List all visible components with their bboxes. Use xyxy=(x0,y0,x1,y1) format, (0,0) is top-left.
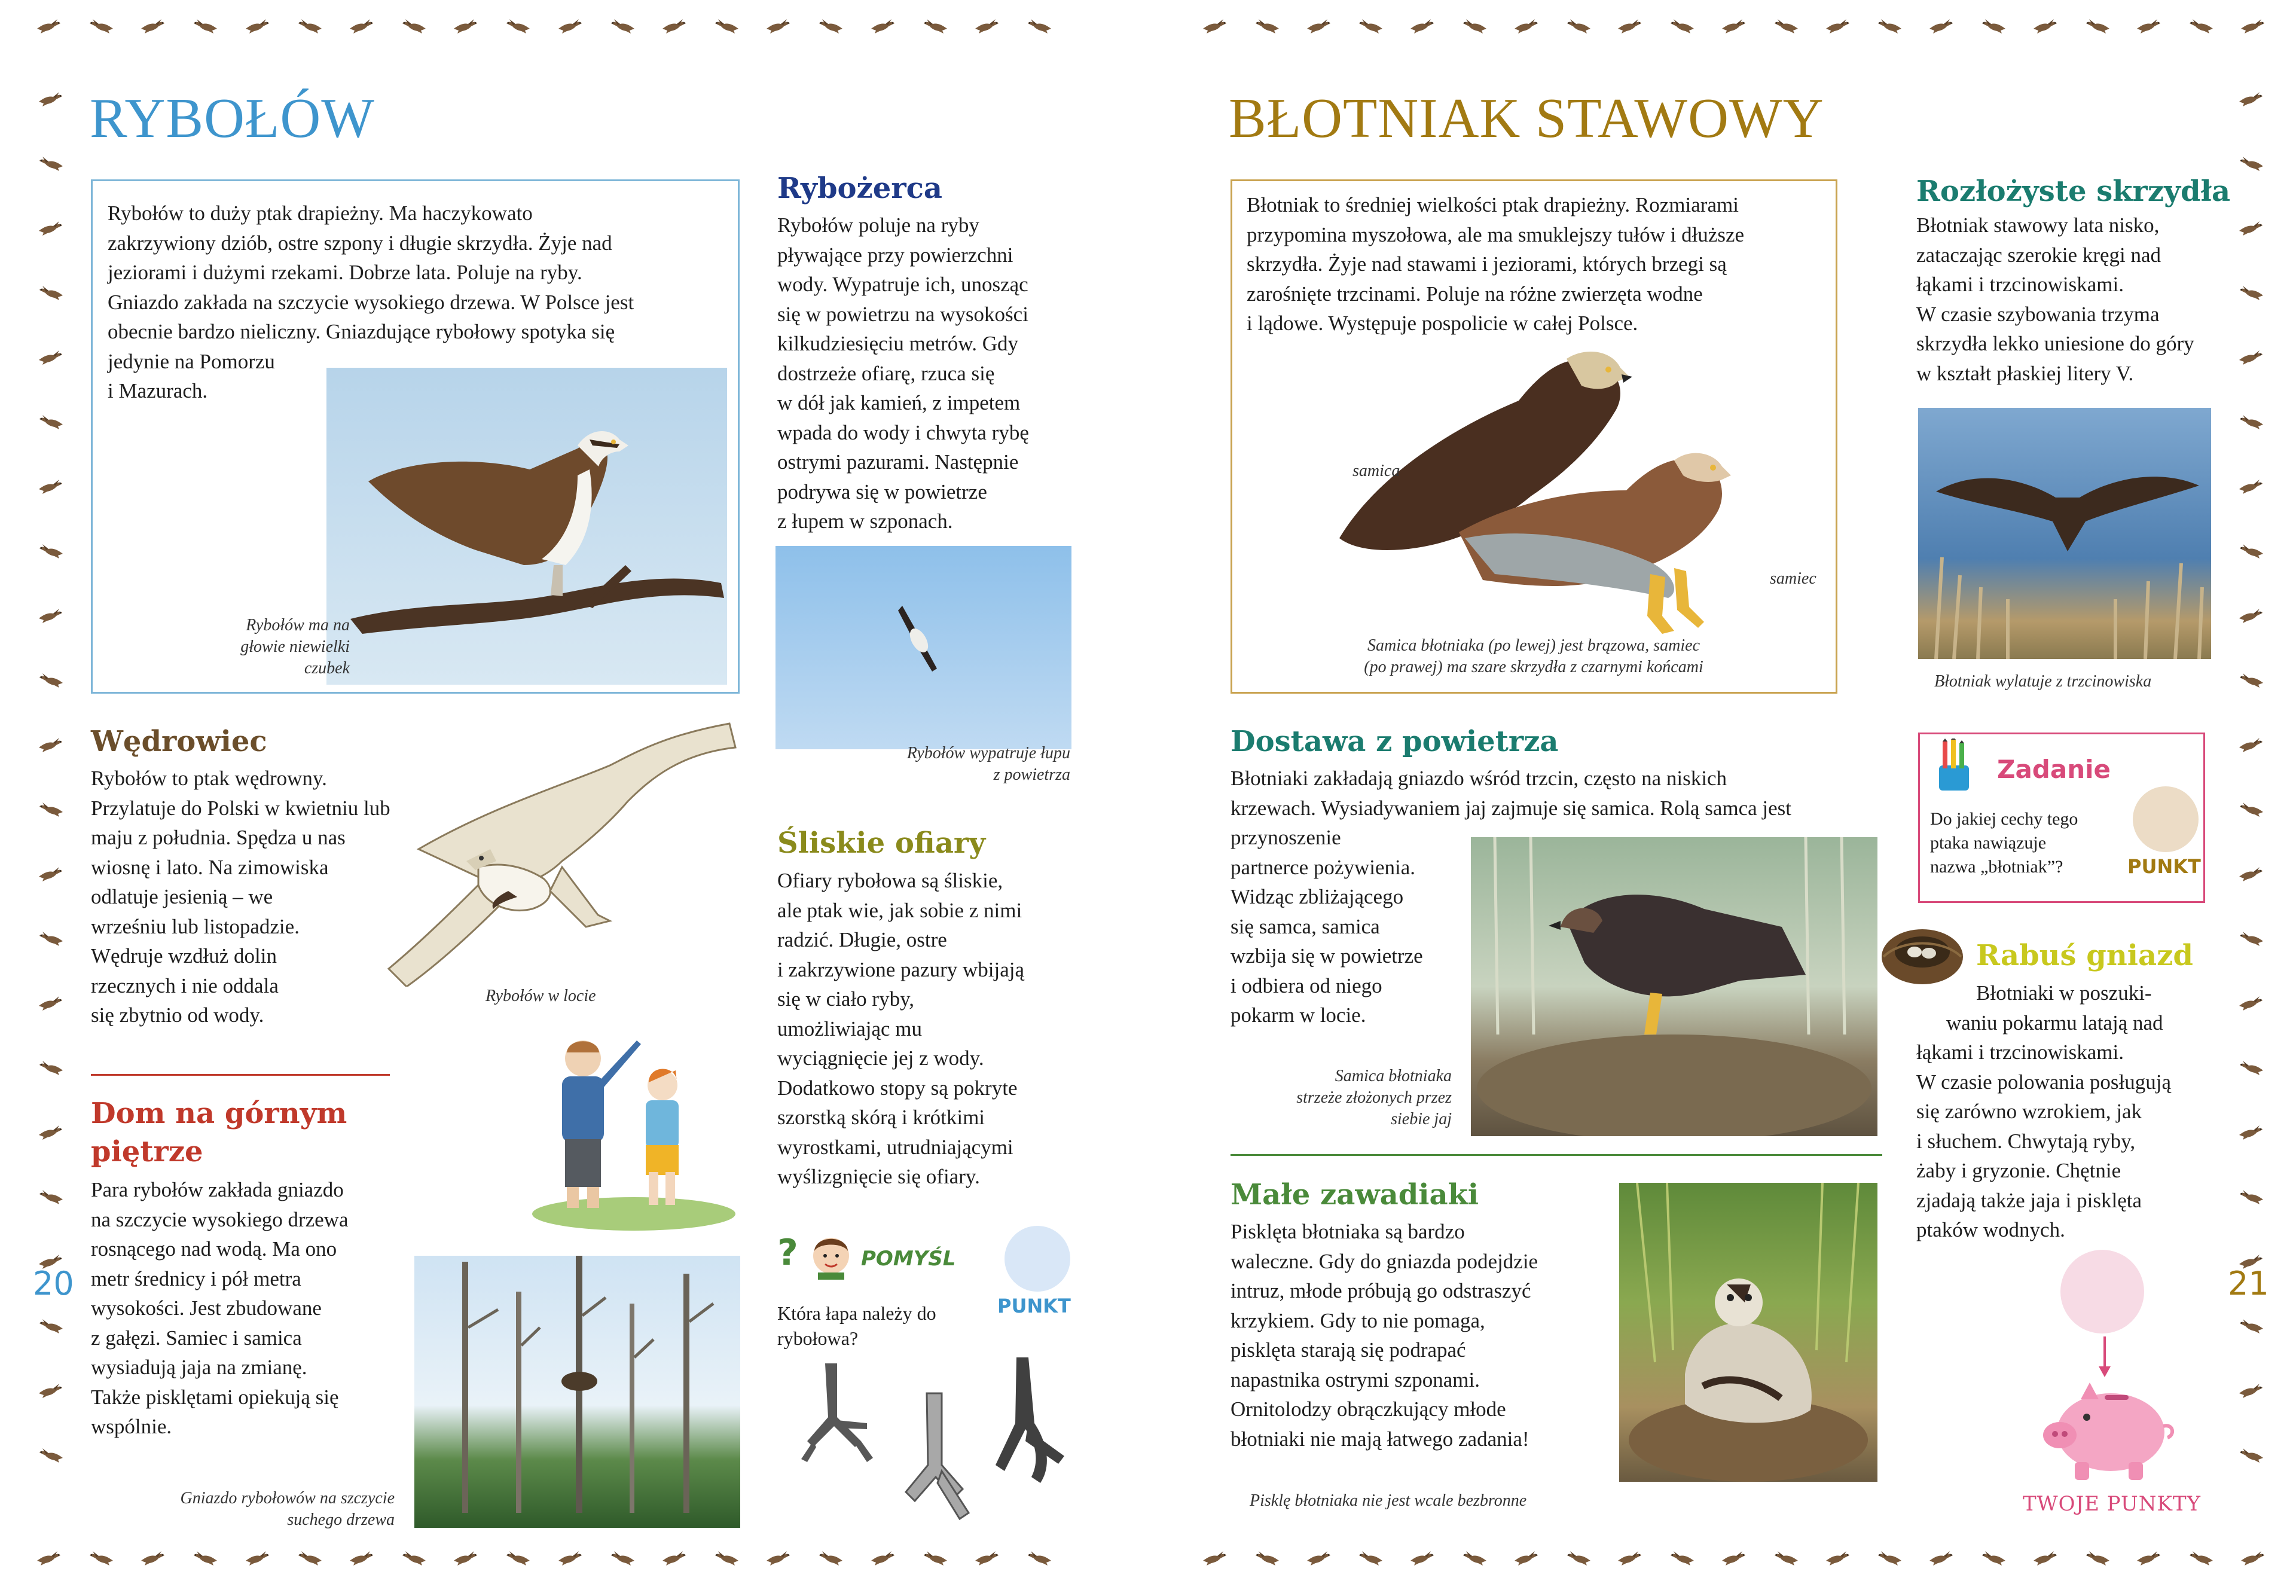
hawk-icon xyxy=(817,1549,844,1568)
zawadiaki-heading: Małe zawadiaki xyxy=(1231,1178,1479,1212)
hawk-icon xyxy=(38,283,64,303)
hawk-icon xyxy=(38,348,64,367)
sliskie-heading: Śliskie ofiary xyxy=(777,826,986,860)
hawk-icon xyxy=(2238,283,2264,303)
rabus-line: i słuchem. Chwytają ryby, xyxy=(1916,1129,2136,1153)
hawk-icon xyxy=(38,929,64,948)
zawadiaki-line: błotniaki nie mają łatwego zadania! xyxy=(1231,1427,1529,1451)
hawk-icon xyxy=(401,1549,427,1568)
hawk-icon xyxy=(2238,736,2264,755)
hawk-icon xyxy=(1306,1549,1332,1568)
pomysl-question-line: rybołowa? xyxy=(777,1328,859,1349)
punkt-label-left: PUNKT xyxy=(997,1295,1071,1317)
hawk-icon xyxy=(38,994,64,1013)
hawk-icon xyxy=(88,17,114,36)
hawk-icon xyxy=(2238,1381,2264,1400)
hawk-icon xyxy=(297,17,323,36)
hawk-icon xyxy=(2136,1549,2162,1568)
rybozerca-line: pływające przy powierzchni xyxy=(777,243,1013,267)
hawk-icon xyxy=(38,413,64,432)
hawk-icon xyxy=(1825,1549,1851,1568)
harrier-nest-caption-line: Samica błotniaka xyxy=(1335,1067,1452,1085)
osprey-head-caption xyxy=(149,615,350,679)
osprey-in-flight-caption: Rybołów w locie xyxy=(486,987,596,1005)
hawk-icon xyxy=(453,1549,479,1568)
hawk-icon xyxy=(1617,1549,1643,1568)
hawk-icon xyxy=(2238,219,2264,238)
hawk-icon xyxy=(2238,865,2264,884)
hawk-icon xyxy=(245,1549,271,1568)
osprey-flying-photo xyxy=(775,546,1071,749)
hawk-icon xyxy=(1669,1549,1695,1568)
sliskie-line: ale ptak wie, jak sobie z nimi xyxy=(777,898,1022,922)
dom-heading xyxy=(91,1094,347,1171)
intro-text-right xyxy=(1247,190,1833,338)
hawk-icon xyxy=(38,736,64,755)
intro-left-line: zakrzywiony dziób, ostre szpony i długie skrzydła. Żyje nad xyxy=(108,231,612,255)
hawk-icon xyxy=(2032,1549,2059,1568)
hawk-icon xyxy=(2240,1549,2266,1568)
sliskie-line: umożliwiając mu xyxy=(777,1017,923,1040)
hawk-icon xyxy=(192,17,218,36)
rybozerca-line: Rybołów poluje na ryby xyxy=(777,213,979,237)
dom-line: na szczycie wysokiego drzewa xyxy=(91,1207,349,1231)
top-border-right xyxy=(1202,17,2266,36)
dostawa-heading: Dostawa z powietrza xyxy=(1231,725,1559,758)
hawk-icon xyxy=(609,1549,636,1568)
rabus-line: Błotniaki w poszuki- xyxy=(1976,981,2152,1005)
dom-line: rosnącego nad wodą. Ma ono xyxy=(91,1237,337,1261)
rybozerca-line: podrywa się w powietrze xyxy=(777,480,987,503)
hawk-icon xyxy=(557,17,584,36)
hawk-icon xyxy=(1306,17,1332,36)
osprey-head-caption-line: głowie niewielki xyxy=(240,637,350,656)
wedrowiec-line: wrześniu lub listopadzie. xyxy=(91,914,300,938)
hawk-icon xyxy=(1357,1549,1384,1568)
rabus-line: łąkami i trzcinowiskami. xyxy=(1916,1040,2124,1064)
label-samica: samica xyxy=(1352,462,1400,480)
hawk-icon xyxy=(38,671,64,690)
zadanie-question-line: ptaka nawiązuje xyxy=(1930,833,2047,853)
hawk-icon xyxy=(1409,17,1436,36)
dom-line: wspólnie. xyxy=(91,1415,172,1438)
hawk-icon xyxy=(38,800,64,819)
hawk-icon xyxy=(1565,17,1592,36)
intro-left-line: Gniazdo zakłada na szczycie wysokiego drzewa. W Polsce jest xyxy=(108,290,634,314)
zadanie-question-line: Do jakiej cechy tego xyxy=(1930,809,2078,829)
osprey-flying-caption xyxy=(777,743,1070,786)
hawk-icon xyxy=(2238,348,2264,367)
children-illustration xyxy=(526,1023,741,1232)
hawk-icon xyxy=(1513,17,1540,36)
section-divider-green xyxy=(1231,1154,1882,1156)
skrzydla-line: skrzydła lekko uniesione do góry xyxy=(1916,332,2194,355)
hawk-icon xyxy=(2238,413,2264,432)
intro-right-line: skrzydła. Żyje nad stawami i jeziorami, których brzegi są xyxy=(1247,252,1727,276)
dom-line: wysiadują jaja na zmianę. xyxy=(91,1356,307,1379)
hawk-icon xyxy=(661,17,688,36)
harrier-chick-photo xyxy=(1619,1183,1877,1482)
piggy-bank-icon xyxy=(2039,1375,2176,1483)
intro-right-line: Błotniak to średniej wielkości ptak drapieżny. Rozmiarami xyxy=(1247,193,1739,216)
hawk-icon xyxy=(2084,17,2111,36)
right-border xyxy=(2236,90,2266,1525)
dom-line: wysokości. Jest zbudowane xyxy=(91,1296,322,1320)
sliskie-line: Ofiary rybołowa są śliskie, xyxy=(777,869,1003,892)
osprey-head-caption-line: czubek xyxy=(304,659,350,678)
harrier-flying-caption: Błotniak wylatuje z trzcinowiska xyxy=(1934,672,2152,691)
intro-left-line: obecnie bardzo nieliczny. Gniazdujące rybołowy spotyka się xyxy=(108,320,615,343)
hawk-icon xyxy=(1202,1549,1228,1568)
zawadiaki-line: Ornitolodzy obrączkujący młode xyxy=(1231,1397,1506,1421)
hawk-icon xyxy=(1409,1549,1436,1568)
hawk-icon xyxy=(401,17,427,36)
hawk-icon xyxy=(1357,17,1384,36)
rabus-heading: Rabuś gniazd xyxy=(1976,939,2193,972)
twoje-punkty-label: TWOJE PUNKTY xyxy=(2023,1492,2201,1516)
pomysl-question xyxy=(777,1301,936,1351)
page-title-right: BŁOTNIAK STAWOWY xyxy=(1229,87,1824,149)
wedrowiec-line: Wędruje wzdłuż dolin xyxy=(91,944,277,968)
skrzydla-heading: Rozłożyste skrzydła xyxy=(1916,175,2231,208)
hawk-icon xyxy=(38,542,64,561)
zadanie-question-line: nazwa „błotniak”? xyxy=(1930,857,2063,877)
hawk-icon xyxy=(2136,17,2162,36)
harrier-nest-caption-line: strzeże złożonych przez xyxy=(1296,1088,1452,1107)
hawk-icon xyxy=(38,1058,64,1078)
osprey-in-flight-illustration xyxy=(371,712,741,987)
hawk-icon xyxy=(1928,1549,1955,1568)
sliskie-line: Dodatkowo stopy są pokryte xyxy=(777,1076,1018,1100)
hawk-icon xyxy=(1617,17,1643,36)
hawk-icon xyxy=(2238,606,2264,625)
harriers-caption-line: Samica błotniaka (po lewej) jest brązowa, samiec xyxy=(1367,636,1700,655)
intro-right-line: przypomina myszołowa, ale ma smuklejszy tułów i dłuższe xyxy=(1247,222,1745,246)
hawk-icon xyxy=(1026,1549,1052,1568)
dom-heading-line: piętrze xyxy=(91,1135,203,1168)
page-title-left: RYBOŁÓW xyxy=(90,87,375,149)
harriers-illustration xyxy=(1315,335,1854,658)
rabus-line: żaby i gryzonie. Chętnie xyxy=(1916,1159,2121,1182)
rybozerca-line: dostrzeże ofiarę, rzuca się xyxy=(777,361,995,385)
intro-left-line: jeziorami i dużymi rzekami. Dobrze lata. Poluje na ryby. xyxy=(108,261,582,284)
sliskie-line: wyrostkami, utrudniającymi xyxy=(777,1135,1013,1159)
hawk-icon xyxy=(2238,1123,2264,1142)
rybozerca-line: z łupem w szponach. xyxy=(777,509,953,533)
rybozerca-heading: Rybożerca xyxy=(777,172,942,205)
section-divider-red xyxy=(91,1074,390,1076)
osprey-nest-caption xyxy=(108,1488,395,1531)
harrier-nest-photo xyxy=(1471,837,1877,1136)
intro-left-line: i Mazurach. xyxy=(108,379,208,402)
wedrowiec-line: rzecznych i nie oddala xyxy=(91,974,279,997)
hawk-icon xyxy=(38,1446,64,1465)
pencil-cup-icon xyxy=(1934,739,1973,792)
hawk-icon xyxy=(38,219,64,238)
skrzydla-line: w kształt płaskiej litery V. xyxy=(1916,361,2134,385)
hawk-icon xyxy=(974,17,1000,36)
skrzydla-line: W czasie szybowania trzyma xyxy=(1916,302,2160,326)
hawk-icon xyxy=(505,17,531,36)
question-mark: ? xyxy=(777,1232,798,1274)
hawk-icon xyxy=(1721,17,1747,36)
zawadiaki-line: Pisklęta błotniaka są bardzo xyxy=(1231,1220,1465,1243)
harrier-nest-caption xyxy=(1231,1066,1452,1130)
harriers-caption xyxy=(1250,635,1818,678)
wedrowiec-line: się zbytnio od wody. xyxy=(91,1003,264,1027)
hawk-icon xyxy=(1773,17,1799,36)
hawk-icon xyxy=(36,17,62,36)
hawk-icon xyxy=(297,1549,323,1568)
rabus-line: się zarówno wzrokiem, jak xyxy=(1916,1100,2142,1123)
hawk-icon xyxy=(1513,1549,1540,1568)
top-border-left xyxy=(36,17,1052,36)
dostawa-line: krzewach. Wysiadywaniem jaj zajmuje się samica. Rolą samca jest xyxy=(1231,796,1792,820)
hawk-icon xyxy=(2084,1549,2111,1568)
zadanie-heading: Zadanie xyxy=(1997,755,2111,784)
hawk-icon xyxy=(38,154,64,173)
arrow-down-icon xyxy=(2096,1336,2114,1378)
hawk-icon xyxy=(1773,1549,1799,1568)
osprey-head-caption-line: Rybołów ma na xyxy=(246,616,350,634)
dom-line: Para rybołów zakłada gniazdo xyxy=(91,1178,344,1201)
hawk-icon xyxy=(505,1549,531,1568)
hawk-icon xyxy=(453,17,479,36)
osprey-flying-caption-line: Rybołów wypatruje łupu xyxy=(906,744,1070,762)
rabus-text xyxy=(1916,978,2221,1245)
hawk-icon xyxy=(2238,477,2264,496)
hawk-icon xyxy=(38,865,64,884)
zawadiaki-line: pisklęta starają się podrapać xyxy=(1231,1338,1466,1362)
hawk-icon xyxy=(974,1549,1000,1568)
wedrowiec-line: maju z południa. Spędza u nas xyxy=(91,826,346,849)
skrzydla-line: łąkami i trzcinowiskami. xyxy=(1916,273,2124,296)
hawk-icon xyxy=(870,17,896,36)
rabus-line: zjadają także jaja i pisklęta xyxy=(1916,1188,2142,1212)
rabus-line: W czasie polowania posługują xyxy=(1916,1070,2172,1094)
hawk-icon xyxy=(38,1381,64,1400)
dom-line: Także pisklętami opiekują się xyxy=(91,1385,339,1409)
dom-heading-line: Dom na górnym xyxy=(91,1097,347,1130)
punkt-circle-right[interactable] xyxy=(2133,786,2199,852)
twoje-punkty-circle[interactable] xyxy=(2060,1250,2144,1333)
hawk-icon xyxy=(38,606,64,625)
hawk-icon xyxy=(765,17,792,36)
hawk-icon xyxy=(1669,17,1695,36)
hawk-icon xyxy=(1825,17,1851,36)
hawk-icon xyxy=(609,17,636,36)
hawk-icon xyxy=(1461,17,1488,36)
left-border xyxy=(36,90,66,1525)
hawk-icon xyxy=(1721,1549,1747,1568)
zawadiaki-line: intruz, młode próbują go odstraszyć xyxy=(1231,1279,1531,1302)
harrier-nest-caption-line: siebie jaj xyxy=(1391,1110,1452,1128)
wedrowiec-line: wiosnę i lato. Na zimowiska xyxy=(91,855,329,879)
sliskie-line: wyciągnięcie jej z wody. xyxy=(777,1046,984,1070)
dom-line: z gałęzi. Samiec i samica xyxy=(91,1326,302,1350)
hawk-icon xyxy=(2238,671,2264,690)
hawk-icon xyxy=(765,1549,792,1568)
hawk-icon xyxy=(922,17,948,36)
dostawa-line: Błotniaki zakładają gniazdo wśród trzcin, często na niskich xyxy=(1231,767,1727,790)
bottom-border-left xyxy=(36,1549,1052,1568)
hawk-icon xyxy=(1980,17,2007,36)
hawk-icon xyxy=(2238,1188,2264,1207)
rybozerca-line: w dół jak kamień, z impetem xyxy=(777,391,1021,414)
page-number-right: 21 xyxy=(2228,1265,2269,1302)
sliskie-text xyxy=(777,866,1064,1192)
hawk-icon xyxy=(713,17,740,36)
hawk-icon xyxy=(1202,17,1228,36)
label-samiec: samiec xyxy=(1770,569,1816,588)
osprey-branch-photo xyxy=(326,368,727,685)
hawk-icon xyxy=(2238,542,2264,561)
hawk-icon xyxy=(2238,1446,2264,1465)
harriers-caption-line: (po prawej) ma szare skrzydła z czarnymi końcami xyxy=(1364,658,1703,676)
hawk-icon xyxy=(2238,929,2264,948)
hawk-icon xyxy=(140,17,166,36)
skrzydla-text xyxy=(1916,210,2233,388)
rybozerca-line: się w powietrzu na wysokości xyxy=(777,302,1028,326)
child-face-icon xyxy=(807,1226,855,1280)
hawk-icon xyxy=(88,1549,114,1568)
sliskie-line: radzić. Długie, ostre xyxy=(777,928,947,951)
hawk-icon xyxy=(922,1549,948,1568)
hawk-icon xyxy=(870,1549,896,1568)
hawk-icon xyxy=(349,1549,375,1568)
hawk-icon xyxy=(192,1549,218,1568)
dostawa-line: się samca, samica xyxy=(1231,914,1380,938)
hawk-icon xyxy=(2238,800,2264,819)
hawk-icon xyxy=(1254,1549,1280,1568)
hawk-icon xyxy=(2238,154,2264,173)
osprey-flying-caption-line: z powietrza xyxy=(993,765,1070,784)
zawadiaki-line: napastnika ostrymi szponami. xyxy=(1231,1368,1480,1391)
rybozerca-line: wpada do wody i chwyta rybę xyxy=(777,420,1029,444)
hawk-icon xyxy=(2240,17,2266,36)
dom-text xyxy=(91,1175,402,1442)
punkt-label-right: PUNKT xyxy=(2127,855,2201,878)
hawk-icon xyxy=(349,17,375,36)
hawk-icon xyxy=(817,17,844,36)
hawk-icon xyxy=(1254,17,1280,36)
osprey-nest-caption-line: suchego drzewa xyxy=(287,1510,395,1529)
hawk-icon xyxy=(1876,1549,1903,1568)
hawk-icon xyxy=(38,1188,64,1207)
page-number-left: 20 xyxy=(33,1265,74,1302)
dom-line: metr średnicy i pół metra xyxy=(91,1267,301,1290)
hawk-icon xyxy=(38,1317,64,1336)
wedrowiec-heading: Wędrowiec xyxy=(91,725,267,758)
hawk-icon xyxy=(38,90,64,109)
hawk-icon xyxy=(557,1549,584,1568)
hawk-icon xyxy=(140,1549,166,1568)
hawk-icon xyxy=(2238,1317,2264,1336)
wedrowiec-line: odlatuje jesienią – we xyxy=(91,885,273,908)
hawk-icon xyxy=(36,1549,62,1568)
pomysl-question-line: Która łapa należy do xyxy=(777,1302,936,1324)
sliskie-line: wyślizgnięcie się ofiary. xyxy=(777,1165,980,1188)
hawk-icon xyxy=(2032,17,2059,36)
rybozerca-text xyxy=(777,210,1058,536)
wedrowiec-line: Przylatuje do Polski w kwietniu lub xyxy=(91,796,390,820)
dostawa-line: przynoszenie xyxy=(1231,826,1341,849)
hawk-icon xyxy=(2238,994,2264,1013)
zawadiaki-text xyxy=(1231,1217,1613,1454)
intro-left-line: jedynie na Pomorzu xyxy=(108,349,275,373)
dostawa-line: Widząc zbliżającego xyxy=(1231,885,1404,908)
hawk-icon xyxy=(38,477,64,496)
hawk-icon xyxy=(2238,1058,2264,1078)
osprey-nest-photo xyxy=(414,1256,740,1528)
zawadiaki-line: waleczne. Gdy do gniazda podejdzie xyxy=(1231,1249,1538,1273)
intro-right-line: zarośnięte trzcinami. Poluje na różne zwierzęta wodne xyxy=(1247,282,1703,306)
hawk-icon xyxy=(1565,1549,1592,1568)
bottom-border-right xyxy=(1202,1549,2266,1568)
sliskie-line: się w ciało ryby, xyxy=(777,987,915,1011)
hawk-icon xyxy=(2188,1549,2214,1568)
dostawa-line: pokarm w locie. xyxy=(1231,1003,1366,1027)
rabus-line: ptaków wodnych. xyxy=(1916,1218,2065,1241)
hawk-icon xyxy=(38,1123,64,1142)
intro-right-line: i lądowe. Występuje pospolicie w całej Polsce. xyxy=(1247,312,1638,335)
hawk-icon xyxy=(2188,17,2214,36)
skrzydla-line: zataczając szerokie kręgi nad xyxy=(1916,243,2161,267)
hawk-icon xyxy=(2238,90,2264,109)
hawk-icon xyxy=(661,1549,688,1568)
sliskie-line: i zakrzywione pazury wbijają xyxy=(777,957,1025,981)
skrzydla-line: Błotniak stawowy lata nisko, xyxy=(1916,213,2160,237)
pomysl-label: POMYŚL xyxy=(861,1247,956,1271)
zawadiaki-line: krzykiem. Gdy to nie pomaga, xyxy=(1231,1308,1485,1332)
dostawa-line: partnerce pożywienia. xyxy=(1231,855,1416,879)
harrier-chick-caption: Pisklę błotniaka nie jest wcale bezbronne xyxy=(1250,1491,1527,1510)
hawk-icon xyxy=(1876,17,1903,36)
rybozerca-line: ostrymi pazurami. Następnie xyxy=(777,450,1019,474)
hawk-icon xyxy=(713,1549,740,1568)
hawk-icon xyxy=(245,17,271,36)
rabus-line: waniu pokarmu latają nad xyxy=(1946,1011,2163,1034)
wedrowiec-line: Rybołów to ptak wędrowny. xyxy=(91,767,327,790)
dostawa-line: wzbija się w powietrze xyxy=(1231,944,1423,968)
osprey-nest-caption-line: Gniazdo rybołowów na szczycie xyxy=(180,1489,395,1507)
hawk-icon xyxy=(1980,1549,2007,1568)
hawk-icon xyxy=(1928,17,1955,36)
intro-left-line: Rybołów to duży ptak drapieżny. Ma haczykowato xyxy=(108,202,533,225)
rybozerca-line: wody. Wypatruje ich, unosząc xyxy=(777,273,1028,296)
harrier-flying-photo xyxy=(1918,408,2211,659)
dostawa-line: i odbiera od niego xyxy=(1231,974,1382,997)
punkt-circle-left[interactable] xyxy=(1004,1226,1070,1292)
hawk-icon xyxy=(1026,17,1052,36)
talons-illustration[interactable] xyxy=(789,1351,1076,1531)
rybozerca-line: kilkudziesięciu metrów. Gdy xyxy=(777,332,1019,355)
sliskie-line: szorstką skórą i krótkimi xyxy=(777,1106,985,1129)
zadanie-question xyxy=(1930,807,2078,879)
hawk-icon xyxy=(1461,1549,1488,1568)
